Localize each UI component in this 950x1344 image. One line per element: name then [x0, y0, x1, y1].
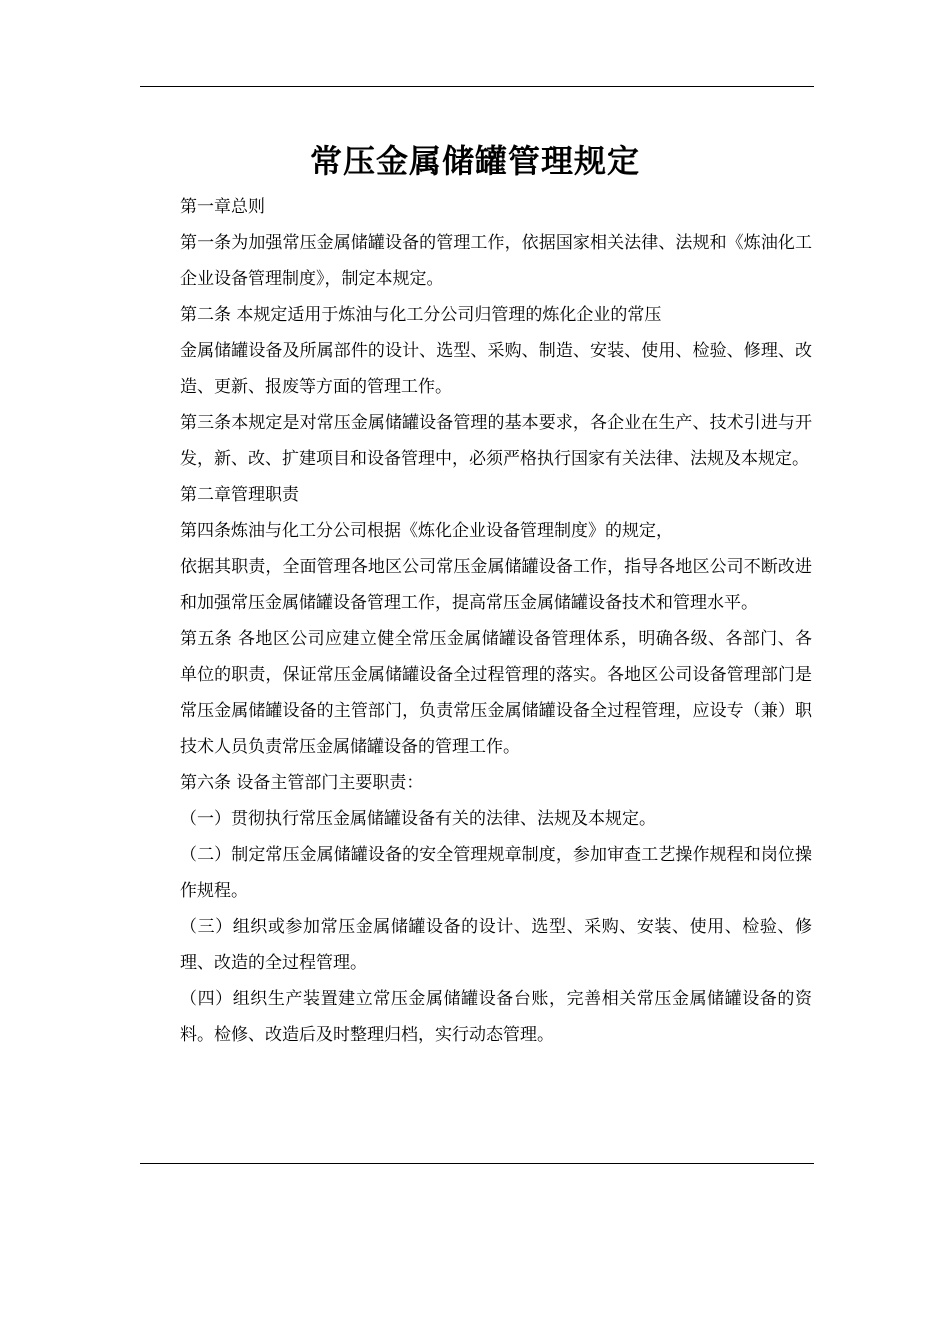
article-paragraph: 第二条 本规定适用于炼油与化工分公司归管理的炼化企业的常压: [180, 305, 662, 325]
article-paragraph: 第四条炼油与化工分公司根据《炼化企业设备管理制度》的规定，: [180, 521, 673, 541]
article-paragraph: 第一条为加强常压金属储罐设备的管理工作，依据国家相关法律、法规和《炼油化工企业设备管理制度》，制定本规定。: [180, 233, 812, 289]
footer-rule: [140, 1163, 814, 1164]
article-paragraph: 依据其职责，全面管理各地区公司常压金属储罐设备工作，指导各地区公司不断改进和加强常压金属储罐设备管理工作，提高常压金属储罐设备技术和管理水平。: [180, 557, 812, 613]
list-item: （四）组织生产装置建立常压金属储罐设备台账，完善相关常压金属储罐设备的资料。检修、改造后及时整理归档，实行动态管理。: [180, 989, 812, 1045]
article-paragraph: 第五条 各地区公司应建立健全常压金属储罐设备管理体系，明确各级、各部门、各单位的职责，保证常压金属储罐设备全过程管理的落实。各地区公司设备管理部门是常压金属储罐设备的主管部门，负责常压金属储罐设备全过程管理，应设专（兼）职技术人员负责常压金属储罐设备的管理工作。: [180, 629, 812, 757]
article-paragraph: 第六条 设备主管部门主要职责：: [180, 773, 424, 793]
list-item: （一）贯彻执行常压金属储罐设备有关的法律、法规及本规定。: [180, 809, 656, 829]
header-rule: [140, 86, 814, 87]
list-item: （三）组织或参加常压金属储罐设备的设计、选型、采购、安装、使用、检验、修理、改造的全过程管理。: [180, 917, 812, 973]
document-body: [180, 189, 812, 1053]
list-item: （二）制定常压金属储罐设备的安全管理规章制度，参加审查工艺操作规程和岗位操作规程。: [180, 845, 812, 901]
article-paragraph: 第三条本规定是对常压金属储罐设备管理的基本要求，各企业在生产、技术引进与开发，新、改、扩建项目和设备管理中，必须严格执行国家有关法律、法规及本规定。: [180, 413, 812, 469]
article-paragraph: 金属储罐设备及所属部件的设计、选型、采购、制造、安装、使用、检验、修理、改造、更新、报废等方面的管理工作。: [180, 341, 812, 397]
chapter-heading: 第一章总则: [180, 197, 265, 217]
chapter-heading: 第二章管理职责: [180, 485, 299, 505]
document-title: 常压金属储罐管理规定: [309, 142, 640, 181]
